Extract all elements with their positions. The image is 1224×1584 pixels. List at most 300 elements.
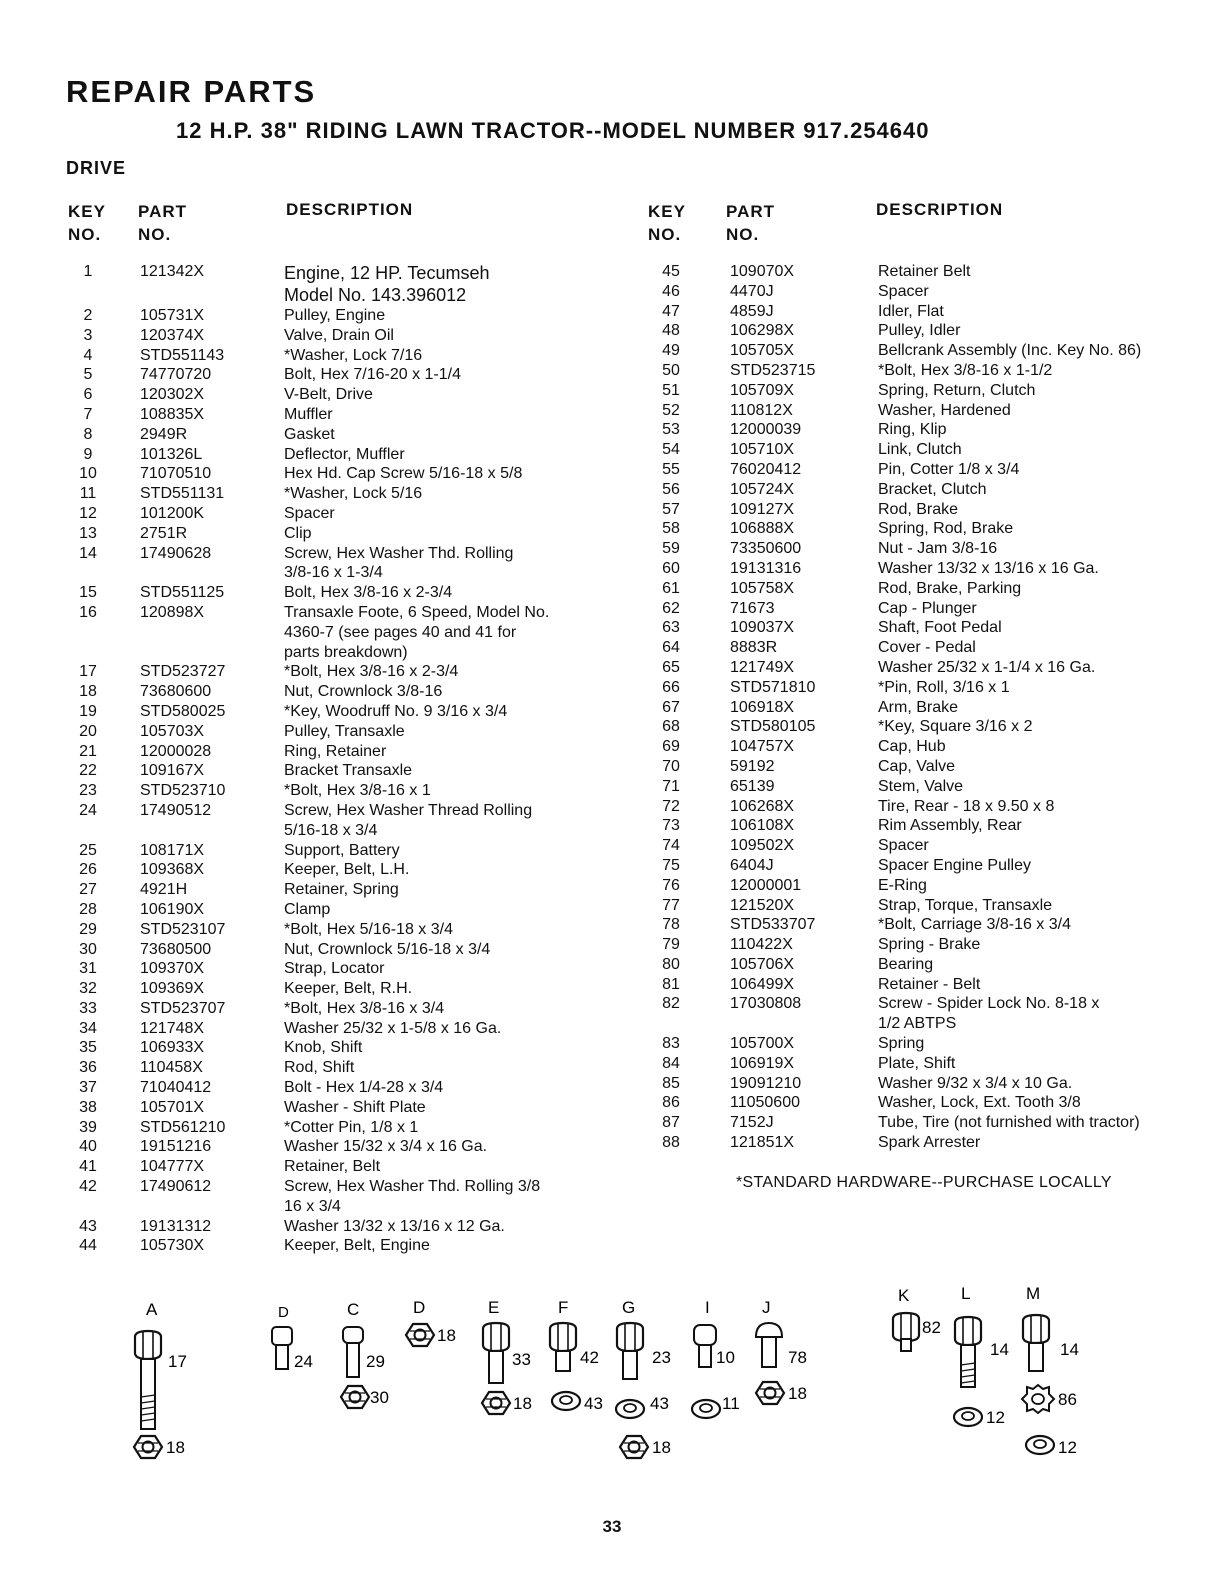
group-l (954, 1285, 1009, 1427)
part-row (68, 959, 628, 979)
part-row (648, 638, 1208, 658)
part-description: Spacer (878, 282, 929, 300)
part-description: Clamp (284, 900, 331, 918)
key-no: 87 (662, 1114, 680, 1132)
part-row (648, 1074, 1208, 1094)
key-no: 26 (79, 861, 97, 879)
key-no: 46 (662, 282, 680, 300)
part-row (648, 975, 1208, 995)
callout: 14 (990, 1340, 1009, 1359)
part-description: Pulley, Idler (878, 322, 961, 340)
part-description: *Washer, Lock 7/16 (284, 346, 423, 364)
label-g: G (622, 1298, 636, 1317)
part-row (68, 999, 628, 1019)
key-no: 66 (662, 678, 680, 696)
part-no: 106933X (140, 1039, 205, 1057)
key-no: 18 (79, 683, 97, 701)
part-no: 105724X (730, 480, 795, 498)
nut-icon (620, 1436, 648, 1458)
part-no: 109127X (730, 500, 795, 518)
part-description: Spark Arrester (878, 1134, 981, 1152)
key-no: 35 (79, 1039, 97, 1057)
label-d: D (413, 1298, 426, 1317)
part-no: 19091210 (730, 1074, 802, 1092)
part-no: 121342X (140, 263, 205, 280)
key-no: 48 (662, 322, 680, 340)
part-description: Nut - Jam 3/8-16 (878, 540, 998, 558)
bolt-shank (489, 1351, 503, 1383)
washer-icon (616, 1400, 644, 1418)
part-row (648, 896, 1208, 916)
carriage-bolt-head-icon (756, 1323, 782, 1337)
part-no: 76020412 (730, 460, 802, 478)
part-description: Ring, Retainer (284, 742, 387, 760)
part-description: Keeper, Belt, Engine (284, 1237, 430, 1255)
part-row (68, 662, 628, 682)
part-row (68, 262, 628, 306)
bolt-shank (1029, 1343, 1043, 1371)
part-row (68, 1078, 628, 1098)
part-no: 17030808 (730, 995, 802, 1013)
washer-icon (692, 1400, 720, 1418)
part-row (68, 1058, 628, 1078)
label-f: F (558, 1298, 569, 1317)
key-no: 37 (79, 1079, 97, 1097)
part-no-header: PART NO. (138, 202, 188, 244)
key-no: 34 (79, 1019, 97, 1037)
part-description: Washer 25/32 x 1-1/4 x 16 Ga. (878, 658, 1096, 676)
part-row (68, 385, 628, 405)
part-no: STD523707 (140, 999, 226, 1017)
part-row (648, 460, 1208, 480)
part-no: STD551131 (140, 485, 225, 503)
group-k (893, 1286, 941, 1351)
label-k: K (898, 1286, 910, 1305)
key-no: 60 (662, 559, 680, 577)
nut-icon (406, 1324, 434, 1346)
part-no: 109037X (730, 619, 795, 637)
part-row (648, 994, 1208, 1034)
key-no: 30 (79, 940, 97, 958)
part-no: 12000039 (730, 421, 802, 439)
lock-washer-icon (1022, 1385, 1054, 1413)
part-description: *Bolt, Hex 3/8-16 x 1 (284, 782, 431, 800)
key-no: 17 (79, 663, 97, 681)
part-no: 105758X (730, 579, 795, 597)
part-no: 6404J (730, 856, 774, 874)
part-row (648, 559, 1208, 579)
part-row (648, 282, 1208, 302)
bolt-head-icon (955, 1317, 981, 1345)
key-no: 7 (83, 405, 93, 423)
key-no: 4 (83, 346, 93, 364)
part-no: 4470J (730, 282, 774, 300)
part-row (68, 326, 628, 346)
key-no: 28 (79, 900, 97, 918)
part-description: Keeper, Belt, R.H. (284, 980, 413, 998)
key-no: 21 (79, 742, 97, 760)
part-row (648, 1034, 1208, 1054)
key-no: 11 (79, 485, 97, 503)
part-description: Retainer - Belt (878, 975, 981, 993)
part-row (68, 464, 628, 484)
part-row (648, 341, 1208, 361)
part-no: STD523710 (140, 782, 226, 800)
part-description: *Washer, Lock 5/16 (284, 485, 423, 503)
key-no: 49 (662, 342, 680, 360)
part-row (648, 698, 1208, 718)
part-no: 106190X (140, 900, 205, 918)
key-no: 23 (79, 782, 97, 800)
key-no-header: KEY NO. (648, 202, 686, 244)
part-row (648, 1133, 1208, 1153)
part-row (648, 955, 1208, 975)
key-no: 76 (662, 876, 680, 894)
bolt-head-icon (272, 1327, 292, 1345)
part-row (648, 579, 1208, 599)
part-no: 105709X (730, 381, 795, 399)
part-description: Spring, Return, Clutch (878, 381, 1036, 399)
part-description: Pulley, Engine (284, 307, 386, 324)
part-row (68, 425, 628, 445)
bolt-head-icon (1023, 1315, 1049, 1343)
key-no: 55 (662, 460, 680, 478)
washer-icon (1026, 1436, 1054, 1454)
section-title: DRIVE (66, 158, 127, 178)
part-no: 105730X (140, 1237, 205, 1255)
part-description: Washer 13/32 x 13/16 x 12 Ga. (284, 1217, 505, 1235)
part-row (648, 361, 1208, 381)
key-no-header: KEY NO. (68, 202, 106, 244)
part-row (648, 262, 1208, 282)
part-row (648, 420, 1208, 440)
part-no: 59192 (730, 757, 775, 775)
bolt-shank (762, 1337, 776, 1367)
part-no: STD580105 (730, 718, 816, 736)
part-no: 104757X (730, 738, 795, 756)
part-no: 105703X (140, 722, 205, 740)
part-description: Spring (878, 1035, 925, 1053)
part-description: Keeper, Belt, L.H. (284, 861, 410, 879)
group-d2 (406, 1298, 456, 1346)
key-no: 42 (79, 1178, 97, 1196)
part-row (68, 1019, 628, 1039)
group-e (482, 1298, 532, 1414)
part-no: 65139 (730, 777, 775, 795)
part-no: 109369X (140, 980, 205, 998)
part-description: Retainer Belt (878, 263, 971, 280)
part-no: STD523715 (730, 361, 816, 379)
label-d: D (278, 1304, 289, 1321)
part-description: Washer 15/32 x 3/4 x 16 Ga. (284, 1138, 488, 1156)
key-no: 39 (79, 1118, 97, 1136)
part-row (68, 346, 628, 366)
key-no: 58 (662, 520, 680, 538)
part-no: 110422X (730, 936, 793, 954)
key-no: 47 (662, 302, 680, 320)
part-row (68, 900, 628, 920)
key-no: 70 (662, 757, 680, 775)
part-description: Bolt - Hex 1/4-28 x 3/4 (284, 1079, 444, 1097)
part-no: STD551143 (140, 346, 225, 364)
part-description: *Bolt, Carriage 3/8-16 x 3/4 (878, 916, 1071, 934)
bolt-shank (141, 1359, 155, 1429)
label-j: J (762, 1298, 771, 1317)
part-description: Arm, Brake (878, 698, 959, 716)
part-description: Retainer, Belt (284, 1158, 381, 1176)
part-row (648, 599, 1208, 619)
part-no: 105710X (730, 441, 795, 459)
part-description: Bolt, Hex 3/8-16 x 2-3/4 (284, 584, 453, 602)
part-no: 106919X (730, 1054, 795, 1072)
callout: 17 (168, 1352, 187, 1371)
part-description: Spacer (878, 837, 929, 855)
part-description: *Bolt, Hex 3/8-16 x 3/4 (284, 999, 445, 1017)
part-description: Nut, Crownlock 5/16-18 x 3/4 (284, 940, 491, 958)
callout: 42 (580, 1348, 599, 1367)
part-no: 109368X (140, 861, 205, 879)
column-headers (648, 200, 1208, 262)
key-no: 16 (79, 603, 97, 621)
part-description: Transaxle Foote, 6 Speed, Model No. 4360-7 (see pages 40 and 41 for parts breakdown) (284, 603, 550, 661)
washer-icon (552, 1392, 580, 1410)
part-no: 120898X (140, 603, 205, 621)
part-row (648, 915, 1208, 935)
key-no: 27 (79, 881, 97, 899)
bolt-shank (276, 1345, 288, 1369)
key-no: 86 (662, 1094, 680, 1112)
group-d1 (272, 1304, 313, 1371)
part-description: Bearing (878, 955, 934, 973)
callout: 86 (1058, 1390, 1077, 1409)
group-m (1022, 1285, 1079, 1457)
part-row (648, 1054, 1208, 1074)
bolt-head-icon (694, 1325, 716, 1345)
group-f (550, 1298, 603, 1413)
key-no: 69 (662, 738, 680, 756)
callout: 43 (584, 1394, 603, 1413)
key-no: 53 (662, 421, 680, 439)
key-no: 45 (662, 263, 680, 280)
bolt-shank (623, 1351, 637, 1379)
key-no: 82 (662, 995, 680, 1013)
bolt-shank (347, 1343, 359, 1377)
key-no: 8 (83, 425, 93, 443)
part-description: *Cotter Pin, 1/8 x 1 (284, 1118, 419, 1136)
key-no: 15 (79, 584, 97, 602)
part-description: Screw - Spider Lock No. 8-18 x 1/2 ABTPS (878, 995, 1100, 1033)
part-row (648, 717, 1208, 737)
part-description: Stem, Valve (878, 777, 964, 795)
part-no: 121520X (730, 896, 795, 914)
part-row (68, 1177, 628, 1217)
part-row (648, 480, 1208, 500)
description-header: DESCRIPTION (876, 200, 1004, 219)
key-no: 22 (79, 762, 97, 780)
part-row (68, 1217, 628, 1237)
key-no: 61 (662, 579, 680, 597)
key-no: 25 (79, 841, 97, 859)
key-no: 72 (662, 797, 680, 815)
part-no: 105705X (730, 342, 795, 360)
key-no: 68 (662, 718, 680, 736)
part-description: Screw, Hex Washer Thd. Rolling 3/8 16 x 3/4 (284, 1178, 541, 1215)
part-no: 110458X (140, 1059, 203, 1077)
group-c (341, 1300, 389, 1408)
key-no: 84 (662, 1054, 680, 1072)
callout: 18 (437, 1326, 456, 1345)
part-row (648, 321, 1208, 341)
part-description: Valve, Drain Oil (284, 326, 394, 344)
key-no: 29 (79, 920, 97, 938)
part-no: 109167X (140, 762, 205, 780)
part-description: Cap, Valve (878, 757, 956, 775)
part-row (68, 702, 628, 722)
callout: 18 (166, 1438, 185, 1457)
part-row (648, 737, 1208, 757)
part-row (648, 1093, 1208, 1113)
part-no: 17490628 (140, 544, 212, 562)
part-no: 73680600 (140, 683, 212, 701)
part-no: 105701X (140, 1098, 205, 1116)
bolt-shank (699, 1345, 711, 1367)
part-row (648, 401, 1208, 421)
key-no: 57 (662, 500, 680, 518)
bolt-head-icon (343, 1327, 363, 1343)
group-i (692, 1298, 740, 1418)
key-no: 81 (662, 975, 680, 993)
part-no: 109502X (730, 837, 795, 855)
key-no: 50 (662, 361, 680, 379)
part-row (648, 757, 1208, 777)
key-no: 24 (79, 801, 97, 819)
callout: 78 (788, 1348, 807, 1367)
part-no: STD551125 (140, 584, 225, 602)
hardware-figure (0, 1285, 1224, 1485)
part-no: 71040412 (140, 1079, 212, 1097)
part-row (68, 365, 628, 385)
nut-icon (134, 1436, 162, 1458)
screw-shank (901, 1339, 911, 1351)
key-no: 59 (662, 540, 680, 558)
part-description: Washer, Hardened (878, 401, 1011, 419)
group-a (134, 1300, 187, 1458)
part-description: Pulley, Transaxle (284, 722, 405, 740)
part-description: Bolt, Hex 7/16-20 x 1-1/4 (284, 366, 461, 384)
part-no: 105700X (730, 1035, 795, 1053)
part-row (68, 1118, 628, 1138)
part-description: Tube, Tire (not furnished with tractor) (878, 1114, 1140, 1132)
part-row (68, 504, 628, 524)
callout: 29 (366, 1352, 385, 1371)
part-no: 17490612 (140, 1178, 212, 1196)
column-headers (68, 200, 628, 262)
parts-list-left (68, 200, 628, 1256)
part-row (68, 405, 628, 425)
key-no: 10 (79, 465, 97, 483)
key-no: 65 (662, 658, 680, 676)
part-no: 106499X (730, 975, 795, 993)
part-description: Cap, Hub (878, 738, 946, 756)
part-no: 12000028 (140, 742, 212, 760)
part-no: 19131312 (140, 1217, 212, 1235)
key-no: 75 (662, 856, 680, 874)
part-description: Rim Assembly, Rear (878, 817, 1022, 835)
callout: 43 (650, 1394, 669, 1413)
key-no: 64 (662, 639, 680, 657)
part-description: Washer, Lock, Ext. Tooth 3/8 (878, 1094, 1081, 1112)
part-description: Nut, Crownlock 3/8-16 (284, 683, 443, 701)
page-subtitle: 12 H.P. 38" RIDING LAWN TRACTOR--MODEL NUMBER 917.254640 (176, 118, 930, 143)
part-no: 2751R (140, 524, 188, 542)
part-description: Washer 9/32 x 3/4 x 10 Ga. (878, 1074, 1073, 1092)
part-row (68, 682, 628, 702)
bolt-head-icon (135, 1331, 161, 1359)
label-l: L (961, 1285, 971, 1303)
part-description: Screw, Hex Washer Thd. Rolling 3/8-16 x 1-3/4 (284, 544, 514, 582)
part-description: Rod, Shift (284, 1059, 355, 1077)
part-no: 73350600 (730, 540, 802, 558)
parts-rows (68, 262, 628, 1256)
part-description: Strap, Torque, Transaxle (878, 896, 1053, 914)
callout: 82 (922, 1318, 941, 1337)
part-description: Spring, Rod, Brake (878, 520, 1014, 538)
part-row (68, 1157, 628, 1177)
nut-icon (756, 1382, 784, 1404)
part-description: *Bolt, Hex 5/16-18 x 3/4 (284, 920, 453, 938)
part-description: Bracket, Clutch (878, 480, 987, 498)
part-row (68, 1137, 628, 1157)
part-row (68, 841, 628, 861)
part-row (68, 544, 628, 584)
part-row (68, 445, 628, 465)
part-row (648, 935, 1208, 955)
part-description: Shaft, Foot Pedal (878, 619, 1002, 637)
part-no: 120374X (140, 326, 205, 344)
callout: 30 (370, 1388, 389, 1407)
key-no: 56 (662, 480, 680, 498)
part-row (648, 797, 1208, 817)
key-no: 1 (83, 263, 93, 280)
part-description: *Key, Woodruff No. 9 3/16 x 3/4 (284, 702, 508, 720)
part-description: Bracket Transaxle (284, 762, 413, 780)
callout: 24 (294, 1352, 313, 1371)
part-no: STD523107 (140, 920, 226, 938)
part-no-header: PART NO. (726, 202, 776, 244)
part-no: 106888X (730, 520, 795, 538)
part-no: 108171X (140, 841, 205, 859)
part-description: Support, Battery (284, 841, 400, 859)
key-no: 51 (662, 381, 680, 399)
part-row (648, 816, 1208, 836)
part-row (68, 306, 628, 326)
part-row (648, 500, 1208, 520)
label-c: C (347, 1300, 360, 1319)
callout: 18 (652, 1438, 671, 1457)
part-description: Spacer (284, 504, 335, 522)
callout: 12 (1058, 1438, 1077, 1457)
key-no: 14 (79, 544, 97, 562)
washer-icon (954, 1408, 982, 1426)
part-no: 105706X (730, 955, 795, 973)
label-e: E (488, 1298, 500, 1317)
part-description: *Bolt, Hex 3/8-16 x 2-3/4 (284, 663, 459, 681)
key-no: 77 (662, 896, 680, 914)
part-no: 120302X (140, 386, 205, 404)
part-description: Cover - Pedal (878, 639, 976, 657)
key-no: 40 (79, 1138, 97, 1156)
part-row (648, 381, 1208, 401)
